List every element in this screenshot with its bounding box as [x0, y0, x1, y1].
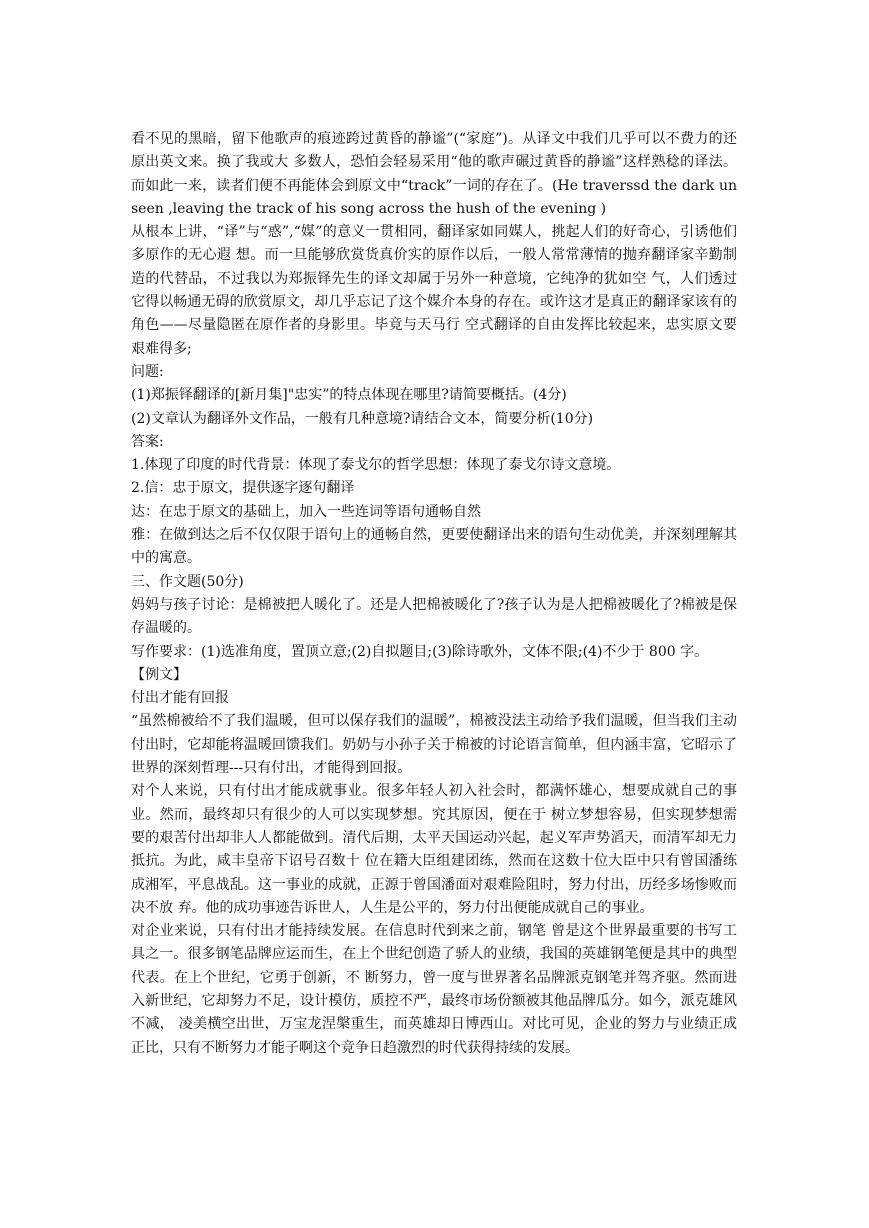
essay-requirements: 写作要求：(1)选准角度，置顶立意;(2)自拟题目;(3)除诗歌外，文体不限;(4)不少于 800 字。 [131, 643, 709, 660]
sample-essay-enterprise: 对企业来说，只有付出才能持续发展。在信息时代到来之前，钢笔 曾是这个世界最重要的书写工具之一。很多钢笔品牌应运而生，在上个世纪创造了骄人的业绩，我国的英雄钢笔便是其中的典型代表。在上个世纪，它勇于创新，不 断努力，曾一度与世界著名品牌派克钢笔并驾齐驱。然而进入新世纪，它却努力不足，设计模仿，质控不严，最终市场份额被其他品牌瓜分。如今，派克雄风不减， 凌美横空出世，万宝龙涅槃重生，而英雄却日博西山。对比可见，企业的努力与业绩正成正比，只有不断努力才能子啊这个竞争日趋激烈的时代获得持续的发展。 [131, 923, 737, 1056]
answers-heading: 答案: [131, 433, 164, 450]
document-body [131, 128, 737, 1060]
sample-essay-title: 付出才能有回报 [131, 690, 229, 707]
answer-2-xin: 2.信：忠于原文，提供逐字逐句翻译 [131, 480, 355, 497]
question-2: (2)文章认为翻译外文作品，一般有几种意境?请结合文本，简要分析(10分) [131, 410, 594, 427]
essay-section-heading: 三、作文题(50分) [131, 573, 244, 590]
essay-prompt: 妈妈与孩子讨论：是棉被把人暖化了。还是人把棉被暖化了?孩子认为是人把棉被暖化了?棉被是保存温暖的。 [131, 596, 737, 637]
answer-2-da: 达：在忠于原文的基础上，加入一些连词等语句通畅自然 [131, 503, 481, 520]
sample-essay-intro: “虽然棉被给不了我们温暖，但可以保存我们的温暖”，棉被没法主动给予我们温暖，但当我们主动付出时，它却能将温暖回馈我们。奶奶与小孙子关于棉被的讨论语言简单，但内涵丰富，它昭示了世界的深刻哲理---只有付出，才能得到回报。 [131, 713, 737, 777]
paragraph-translator-role: 从根本上讲，“译”与“惑”,“媒”的意义一贯相同，翻译家如同媒人，挑起人们的好奇心，引诱他们多原作的无心遐 想。而一旦能够欣赏货真价实的原作以后，一般人常常薄情的抛弃翻译家辛勤制造的代替品，不过我以为郑振铎先生的译文却属于另外一种意境，它纯净的犹如空 气，人们透过它得以畅通无碍的欣赏原文，却几乎忘记了这个媒介本身的存在。或许这才是真正的翻译家该有的角色——尽量隐匿在原作者的身影里。毕竟与天马行 空式翻译的自由发挥比较起来，忠实原文要艰难得多; [131, 224, 737, 357]
answer-2-ya: 雅：在做到达之后不仅仅限于语句上的通畅自然，更要使翻译出来的语句生动优美，并深刻理解其中的寓意。 [131, 527, 737, 567]
answer-1: 1.体现了印度的时代背景：体现了泰戈尔的哲学思想：体现了泰戈尔诗文意境。 [131, 457, 621, 474]
paragraph-translation-example: 看不见的黑暗，留下他歌声的痕迹跨过黄昏的静谧”(“家庭”)。从译文中我们几乎可以不费力的还原出英文来。换了我或大 多数人，恐怕会轻易采用“他的歌声碾过黄昏的静谧”这样熟稔的译法。而如此一来，读者们便不再能体会到原文中“track”一词的存在了。(He traverssd the dark unseen ,leaving the track of his song across the hush of the evening ) [131, 131, 737, 217]
question-1: (1)郑振铎翻译的[新月集]"忠实”的特点体现在哪里?请简要概括。(4分) [131, 387, 567, 404]
sample-essay-individual: 对个人来说，只有付出才能成就事业。很多年轻人初入社会时，都满怀雄心，想要成就自己的事业。然而，最终却只有很少的人可以实现梦想。究其原因，便在于 树立梦想容易，但实现梦想需要的艰苦付出却非人人都能做到。清代后期，太平天国运动兴起，起义军声势滔天，而清军却无力抵抗。为此，咸丰皇帝下诏号召数十 位在籍大臣组建团练，然而在这数十位大臣中只有曾国潘练成湘军，平息战乱。这一事业的成就，正源于曾国潘面对艰难险阻时，努力付出，历经多场惨败而决不放 弃。他的成功事迹告诉世人，人生是公平的，努力付出便能成就自己的事业。 [131, 783, 737, 916]
sample-essay-label: 【例文】 [131, 666, 187, 683]
questions-heading: 问题: [131, 363, 164, 380]
